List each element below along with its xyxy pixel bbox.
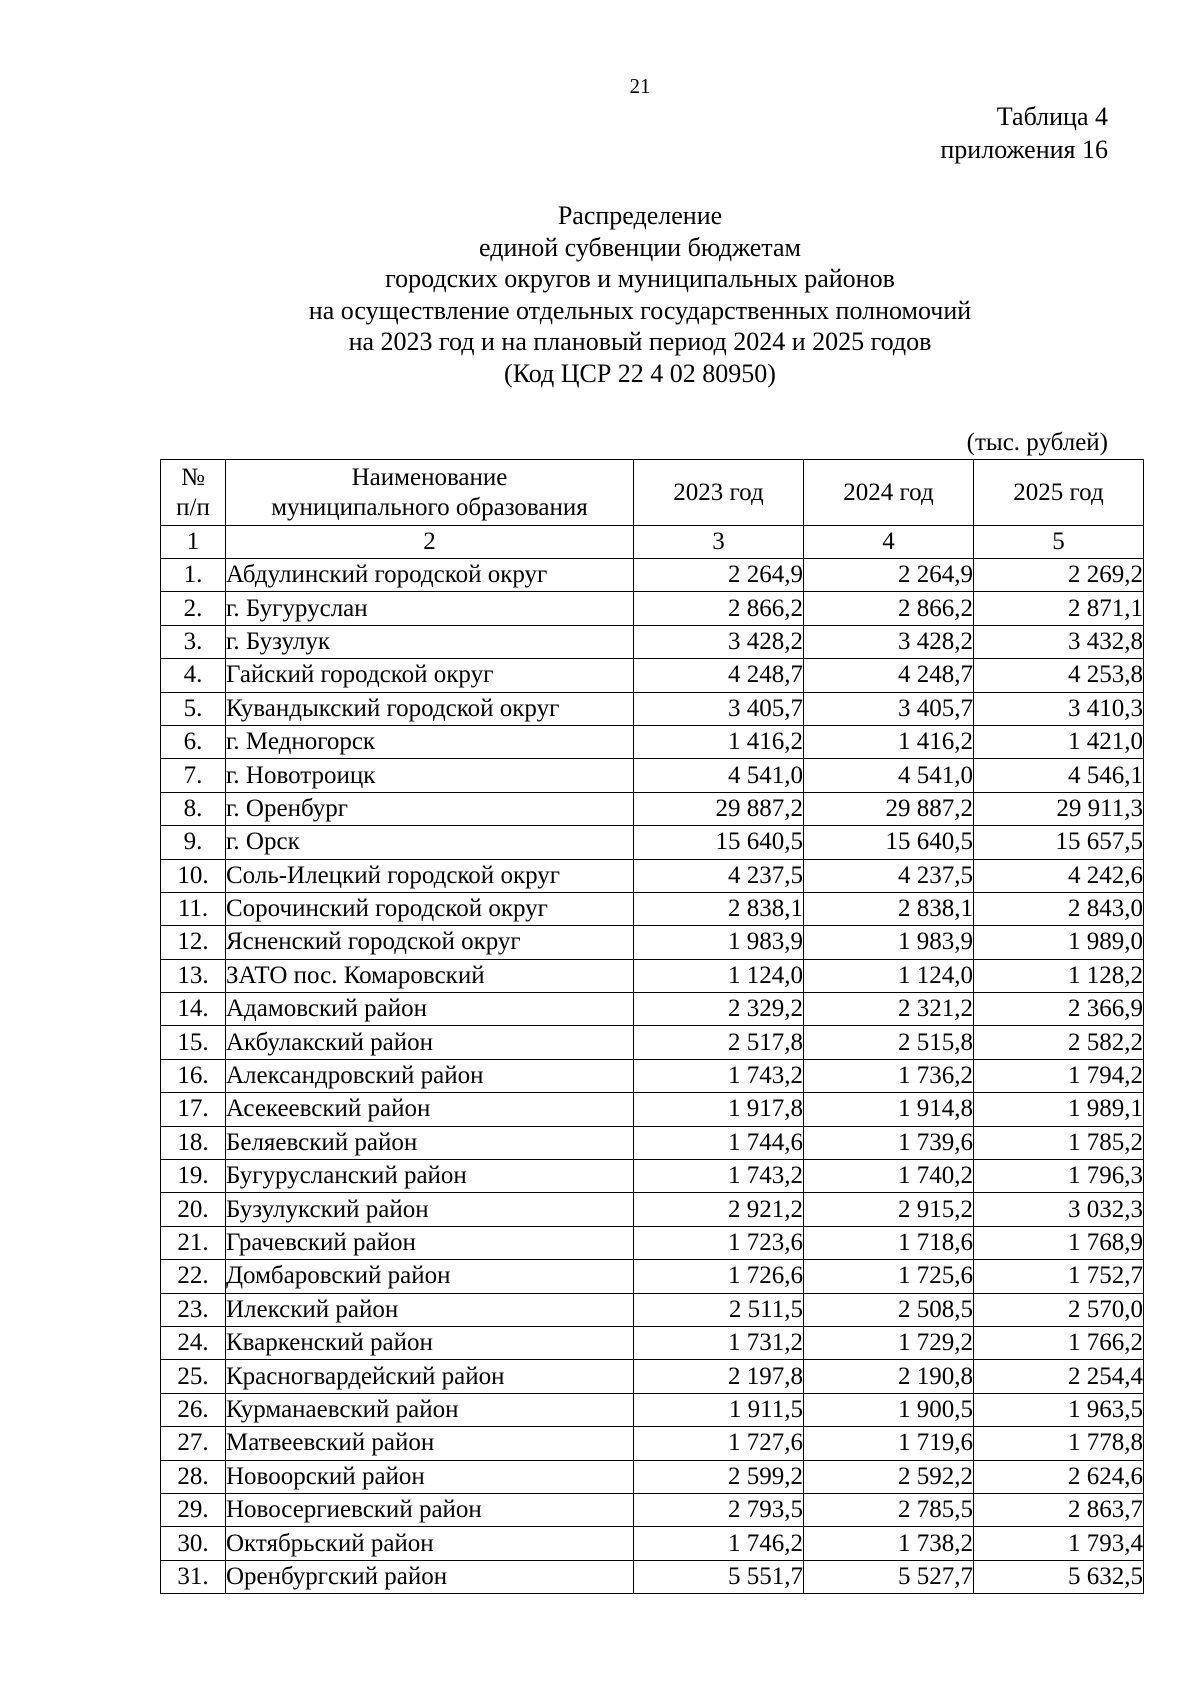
row-number: 14.	[161, 993, 226, 1026]
row-value-2023: 3 405,7	[634, 692, 804, 725]
row-value-2024: 2 190,8	[804, 1360, 974, 1393]
row-value-2023: 2 838,1	[634, 892, 804, 925]
table-row	[161, 1393, 1144, 1426]
row-value-2024: 1 719,6	[804, 1427, 974, 1460]
row-value-2023: 1 731,2	[634, 1326, 804, 1359]
row-name: Асекеевский район	[226, 1093, 634, 1126]
row-value-2024: 2 321,2	[804, 993, 974, 1026]
row-number: 25.	[161, 1360, 226, 1393]
row-name: Сорочинский городской округ	[226, 892, 634, 925]
document-title	[160, 200, 1120, 389]
row-number: 31.	[161, 1560, 226, 1593]
row-value-2023: 1 917,8	[634, 1093, 804, 1126]
row-value-2024: 2 264,9	[804, 559, 974, 592]
row-name: Бугурусланский район	[226, 1160, 634, 1193]
row-value-2025: 3 410,3	[974, 692, 1144, 725]
title-line5: на 2023 год и на плановый период 2024 и 2025 годов	[348, 327, 932, 356]
row-name: Соль-Илецкий городской округ	[226, 859, 634, 892]
column-number-4: 4	[804, 526, 974, 559]
row-name: Октябрьский район	[226, 1527, 634, 1560]
row-value-2023: 15 640,5	[634, 826, 804, 859]
row-number: 24.	[161, 1326, 226, 1359]
units-label: (тыс. рублей)	[966, 429, 1108, 456]
row-value-2025: 3 432,8	[974, 625, 1144, 658]
row-value-2025: 1 752,7	[974, 1260, 1144, 1293]
row-name: Адамовский район	[226, 993, 634, 1026]
row-value-2024: 1 124,0	[804, 959, 974, 992]
table-row	[161, 792, 1144, 825]
table-row	[161, 892, 1144, 925]
table-row	[161, 759, 1144, 792]
title-line3: городских округов и муниципальных районов	[385, 264, 895, 293]
row-value-2025: 2 582,2	[974, 1026, 1144, 1059]
row-name: Илекский район	[226, 1293, 634, 1326]
row-number: 2.	[161, 592, 226, 625]
row-value-2023: 1 743,2	[634, 1160, 804, 1193]
row-value-2023: 1 746,2	[634, 1527, 804, 1560]
table-row	[161, 625, 1144, 658]
row-number: 3.	[161, 625, 226, 658]
header-2024: 2024 год	[804, 460, 974, 526]
row-name: Матвеевский район	[226, 1427, 634, 1460]
row-name: Беляевский район	[226, 1126, 634, 1159]
table-row	[161, 559, 1144, 592]
table-row	[161, 1527, 1144, 1560]
row-value-2023: 2 921,2	[634, 1193, 804, 1226]
table-row	[161, 1460, 1144, 1493]
row-value-2023: 29 887,2	[634, 792, 804, 825]
row-value-2023: 2 197,8	[634, 1360, 804, 1393]
table-row	[161, 1326, 1144, 1359]
row-value-2025: 4 253,8	[974, 659, 1144, 692]
row-value-2025: 15 657,5	[974, 826, 1144, 859]
row-value-2025: 1 766,2	[974, 1326, 1144, 1359]
row-value-2024: 2 508,5	[804, 1293, 974, 1326]
row-value-2024: 1 729,2	[804, 1326, 974, 1359]
table-row	[161, 826, 1144, 859]
row-value-2023: 1 744,6	[634, 1126, 804, 1159]
row-number: 16.	[161, 1059, 226, 1092]
table-row	[161, 1560, 1144, 1593]
table-row	[161, 1493, 1144, 1526]
row-value-2023: 4 248,7	[634, 659, 804, 692]
row-value-2023: 1 743,2	[634, 1059, 804, 1092]
row-value-2024: 2 592,2	[804, 1460, 974, 1493]
row-number: 21.	[161, 1226, 226, 1259]
table-row	[161, 725, 1144, 758]
column-number-3: 3	[634, 526, 804, 559]
row-value-2025: 2 254,4	[974, 1360, 1144, 1393]
table-body	[161, 559, 1144, 1594]
row-number: 9.	[161, 826, 226, 859]
row-number: 15.	[161, 1026, 226, 1059]
row-value-2023: 2 511,5	[634, 1293, 804, 1326]
table-reference-line1: Таблица 4	[996, 102, 1108, 131]
table-reference	[940, 100, 1108, 166]
row-name: г. Новотроицк	[226, 759, 634, 792]
row-value-2024: 1 736,2	[804, 1059, 974, 1092]
table-row	[161, 1093, 1144, 1126]
row-name: Александровский район	[226, 1059, 634, 1092]
row-value-2024: 29 887,2	[804, 792, 974, 825]
table-row	[161, 1193, 1144, 1226]
row-number: 11.	[161, 892, 226, 925]
row-value-2023: 2 866,2	[634, 592, 804, 625]
header-number-line1: №	[181, 463, 205, 491]
row-value-2025: 3 032,3	[974, 1193, 1144, 1226]
header-name-line1: Наименование	[351, 463, 508, 491]
table-row	[161, 1160, 1144, 1193]
row-value-2024: 1 739,6	[804, 1126, 974, 1159]
row-number: 23.	[161, 1293, 226, 1326]
row-value-2024: 2 515,8	[804, 1026, 974, 1059]
row-value-2024: 4 248,7	[804, 659, 974, 692]
row-name: Бузулукский район	[226, 1193, 634, 1226]
row-value-2025: 1 963,5	[974, 1393, 1144, 1426]
row-number: 30.	[161, 1527, 226, 1560]
row-name: ЗАТО пос. Комаровский	[226, 959, 634, 992]
table-row	[161, 592, 1144, 625]
column-number-2: 2	[226, 526, 634, 559]
row-value-2024: 2 866,2	[804, 592, 974, 625]
table-row	[161, 1293, 1144, 1326]
row-value-2025: 2 843,0	[974, 892, 1144, 925]
row-number: 20.	[161, 1193, 226, 1226]
row-value-2024: 2 838,1	[804, 892, 974, 925]
row-name: Новоорский район	[226, 1460, 634, 1493]
row-name: Грачевский район	[226, 1226, 634, 1259]
row-value-2024: 1 738,2	[804, 1527, 974, 1560]
row-number: 5.	[161, 692, 226, 725]
row-value-2024: 4 541,0	[804, 759, 974, 792]
row-name: Курманаевский район	[226, 1393, 634, 1426]
row-value-2025: 2 863,7	[974, 1493, 1144, 1526]
row-value-2023: 1 726,6	[634, 1260, 804, 1293]
row-value-2023: 4 237,5	[634, 859, 804, 892]
row-value-2024: 5 527,7	[804, 1560, 974, 1593]
row-number: 18.	[161, 1126, 226, 1159]
table-row	[161, 1026, 1144, 1059]
row-value-2025: 2 269,2	[974, 559, 1144, 592]
header-name-line2: муниципального образования	[271, 493, 588, 521]
row-value-2025: 29 911,3	[974, 792, 1144, 825]
table-row	[161, 659, 1144, 692]
row-number: 4.	[161, 659, 226, 692]
row-value-2024: 3 428,2	[804, 625, 974, 658]
title-line2: единой субвенции бюджетам	[479, 232, 801, 262]
row-value-2025: 4 546,1	[974, 759, 1144, 792]
row-value-2023: 1 124,0	[634, 959, 804, 992]
row-number: 29.	[161, 1493, 226, 1526]
row-number: 7.	[161, 759, 226, 792]
row-number: 17.	[161, 1093, 226, 1126]
row-value-2023: 2 793,5	[634, 1493, 804, 1526]
row-name: Акбулакский район	[226, 1026, 634, 1059]
row-value-2025: 1 989,0	[974, 926, 1144, 959]
row-value-2025: 1 128,2	[974, 959, 1144, 992]
row-value-2025: 1 778,8	[974, 1427, 1144, 1460]
table-row	[161, 993, 1144, 1026]
column-number-row	[161, 526, 1144, 559]
row-value-2024: 1 914,8	[804, 1093, 974, 1126]
table-row	[161, 859, 1144, 892]
title-line4: на осуществление отдельных государственных полномочий	[308, 295, 972, 325]
row-name: г. Бузулук	[226, 625, 634, 658]
page-number: 21	[629, 74, 651, 98]
row-name: Ясненский городской округ	[226, 926, 634, 959]
header-2023: 2023 год	[634, 460, 804, 526]
row-name: Абдулинский городской округ	[226, 559, 634, 592]
row-number: 6.	[161, 725, 226, 758]
table-row	[161, 1126, 1144, 1159]
row-value-2025: 1 989,1	[974, 1093, 1144, 1126]
row-value-2024: 1 983,9	[804, 926, 974, 959]
row-value-2023: 1 983,9	[634, 926, 804, 959]
distribution-table	[160, 459, 1144, 1594]
row-value-2023: 2 264,9	[634, 559, 804, 592]
table-row	[161, 1260, 1144, 1293]
row-name: Кувандыкский городской округ	[226, 692, 634, 725]
row-number: 12.	[161, 926, 226, 959]
row-value-2023: 1 727,6	[634, 1427, 804, 1460]
row-name: Новосергиевский район	[226, 1493, 634, 1526]
row-number: 1.	[161, 559, 226, 592]
row-value-2023: 1 911,5	[634, 1393, 804, 1426]
row-value-2023: 2 329,2	[634, 993, 804, 1026]
row-value-2024: 1 416,2	[804, 725, 974, 758]
row-name: Оренбургский район	[226, 1560, 634, 1593]
row-number: 10.	[161, 859, 226, 892]
row-number: 22.	[161, 1260, 226, 1293]
row-value-2024: 1 900,5	[804, 1393, 974, 1426]
row-name: Красногвардейский район	[226, 1360, 634, 1393]
row-name: г. Медногорск	[226, 725, 634, 758]
row-name: г. Оренбург	[226, 792, 634, 825]
row-name: г. Орск	[226, 826, 634, 859]
row-value-2023: 4 541,0	[634, 759, 804, 792]
row-value-2025: 1 794,2	[974, 1059, 1144, 1092]
table-row	[161, 1226, 1144, 1259]
row-name: Гайский городской округ	[226, 659, 634, 692]
row-name: Кваркенский район	[226, 1326, 634, 1359]
row-value-2024: 4 237,5	[804, 859, 974, 892]
row-value-2023: 5 551,7	[634, 1560, 804, 1593]
row-value-2025: 4 242,6	[974, 859, 1144, 892]
column-number-5: 5	[974, 526, 1144, 559]
row-value-2025: 1 796,3	[974, 1160, 1144, 1193]
table-row	[161, 692, 1144, 725]
row-name: Домбаровский район	[226, 1260, 634, 1293]
row-value-2024: 2 785,5	[804, 1493, 974, 1526]
header-name	[226, 460, 634, 526]
row-value-2023: 2 599,2	[634, 1460, 804, 1493]
row-number: 26.	[161, 1393, 226, 1426]
row-value-2023: 3 428,2	[634, 625, 804, 658]
row-value-2023: 1 416,2	[634, 725, 804, 758]
row-number: 8.	[161, 792, 226, 825]
table-row	[161, 926, 1144, 959]
row-number: 27.	[161, 1427, 226, 1460]
title-line6: (Код ЦСР 22 4 02 80950)	[504, 358, 776, 388]
row-value-2025: 5 632,5	[974, 1560, 1144, 1593]
title-line1: Распределение	[557, 201, 723, 230]
table-header-row	[161, 460, 1144, 526]
header-number	[161, 460, 226, 526]
row-value-2025: 2 871,1	[974, 592, 1144, 625]
row-value-2025: 2 624,6	[974, 1460, 1144, 1493]
row-value-2025: 1 768,9	[974, 1226, 1144, 1259]
row-value-2025: 1 421,0	[974, 725, 1144, 758]
row-value-2024: 3 405,7	[804, 692, 974, 725]
table-row	[161, 1059, 1144, 1092]
row-value-2025: 1 785,2	[974, 1126, 1144, 1159]
row-value-2023: 2 517,8	[634, 1026, 804, 1059]
header-2025: 2025 год	[974, 460, 1144, 526]
row-value-2024: 15 640,5	[804, 826, 974, 859]
row-name: г. Бугуруслан	[226, 592, 634, 625]
table-row	[161, 1360, 1144, 1393]
row-value-2025: 2 366,9	[974, 993, 1144, 1026]
row-value-2024: 2 915,2	[804, 1193, 974, 1226]
row-number: 28.	[161, 1460, 226, 1493]
row-value-2025: 2 570,0	[974, 1293, 1144, 1326]
column-number-1: 1	[161, 526, 226, 559]
row-value-2025: 1 793,4	[974, 1527, 1144, 1560]
row-number: 19.	[161, 1160, 226, 1193]
row-value-2024: 1 740,2	[804, 1160, 974, 1193]
header-number-line2: п/п	[176, 493, 210, 521]
table-row	[161, 959, 1144, 992]
row-value-2024: 1 718,6	[804, 1226, 974, 1259]
row-number: 13.	[161, 959, 226, 992]
table-reference-line2: приложения 16	[940, 135, 1108, 164]
row-value-2023: 1 723,6	[634, 1226, 804, 1259]
row-value-2024: 1 725,6	[804, 1260, 974, 1293]
table-row	[161, 1427, 1144, 1460]
